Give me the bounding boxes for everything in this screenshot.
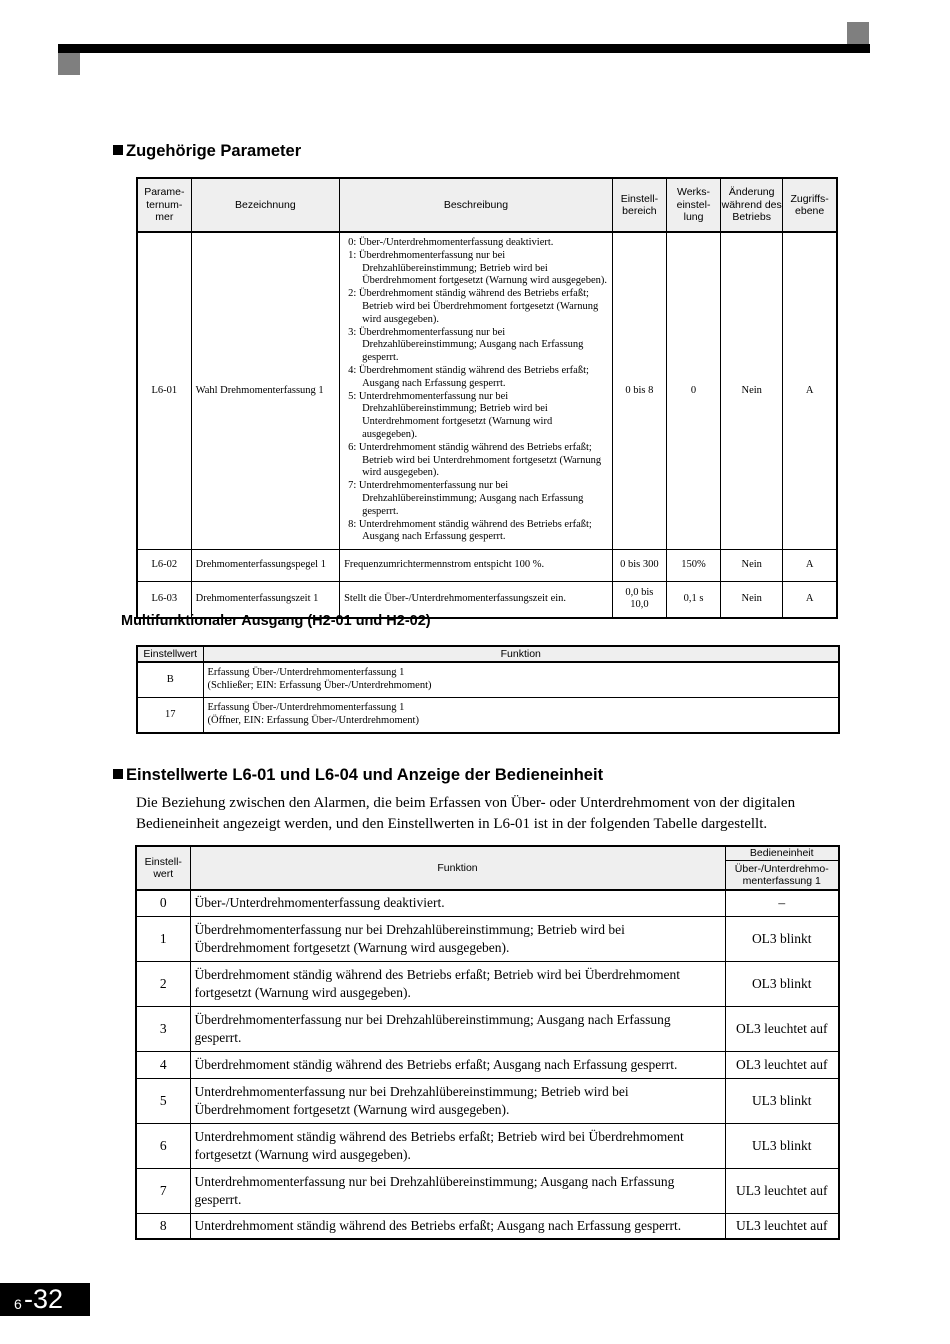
display-text: OL3 leuchtet auf	[725, 1051, 839, 1078]
table-row	[136, 1123, 839, 1168]
section-title-parameters	[113, 141, 301, 161]
display-text: UL3 leuchtet auf	[725, 1213, 839, 1239]
function-text: Über-/Unterdrehmomenterfassung deaktiviert.	[190, 890, 725, 916]
page-number	[0, 1283, 90, 1316]
setting-value: 17	[137, 698, 203, 734]
setting-value: 3	[136, 1006, 190, 1051]
display-text: OL3 blinkt	[725, 916, 839, 961]
setting-value: 7	[136, 1168, 190, 1213]
table-row	[137, 662, 839, 698]
function-text	[203, 698, 839, 734]
column-header: Beschreibung	[340, 178, 613, 232]
description-option: 5: Unterdrehmomenterfassung nur bei Drehzahlübereinstimmung; Betrieb wird bei Unterdrehmoment fortgesetzt (Warnung wird ausgegeben).	[348, 390, 553, 440]
factory-setting: 150%	[666, 550, 720, 582]
table-row	[136, 1078, 839, 1123]
function-text	[203, 662, 839, 698]
section-title-text: Zugehörige Parameter	[126, 142, 302, 160]
section-title-text: Einstellwerte L6-01 und L6-04 und Anzeige der Bedieneinheit	[126, 766, 604, 784]
function-text: Unterdrehmomenterfassung nur bei Drehzahlübereinstimmung; Betrieb wird bei Überdrehmoment fortgesetzt (Warnung wird ausgegeben).	[190, 1078, 725, 1123]
display-text: UL3 leuchtet auf	[725, 1168, 839, 1213]
display-text: –	[725, 890, 839, 916]
bullet-square-icon	[113, 145, 123, 155]
change-during-operation: Nein	[721, 582, 783, 618]
section-title-display	[113, 765, 603, 785]
setting-value: 1	[136, 916, 190, 961]
access-level: A	[783, 550, 837, 582]
setting-value: 0	[136, 890, 190, 916]
table-row	[137, 550, 837, 582]
column-header: Über-/Unterdrehmo- menterfassung 1	[725, 860, 839, 890]
param-number: L6-03	[137, 582, 191, 618]
param-name: Drehmomenterfassungspegel 1	[191, 550, 339, 582]
bullet-square-icon	[113, 769, 123, 779]
parameter-table	[136, 177, 838, 619]
function-text: Überdrehmomenterfassung nur bei Drehzahlübereinstimmung; Ausgang nach Erfassung gesperrt.	[190, 1006, 725, 1051]
factory-setting: 0,1 s	[666, 582, 720, 618]
function-text: Unterdrehmoment ständig während des Betriebs erfaßt; Ausgang nach Erfassung gesperrt.	[190, 1213, 725, 1239]
setting-range: 0 bis 300	[612, 550, 666, 582]
function-line: Erfassung Über-/Unterdrehmomenterfassung 1	[207, 667, 405, 679]
display-text: UL3 blinkt	[725, 1078, 839, 1123]
description-option: 4: Überdrehmoment ständig während des Betriebs erfaßt; Ausgang nach Erfassung gesperrt.	[348, 364, 589, 389]
chapter-number: 6	[14, 1296, 22, 1312]
access-level: A	[783, 582, 837, 618]
table-row	[136, 916, 839, 961]
setting-value: 5	[136, 1078, 190, 1123]
multifunction-output-table	[136, 645, 840, 734]
table-header-row	[136, 846, 839, 860]
table-header-row	[137, 646, 839, 662]
setting-value: 6	[136, 1123, 190, 1168]
page-number-text: -32	[24, 1284, 64, 1314]
table-row	[136, 1168, 839, 1213]
function-text: Überdrehmoment ständig während des Betriebs erfaßt; Ausgang nach Erfassung gesperrt.	[190, 1051, 725, 1078]
column-header: Werks- einstel- lung	[666, 178, 720, 232]
description-option: 8: Unterdrehmoment ständig während des Betriebs erfaßt; Ausgang nach Erfassung gesperrt.	[348, 518, 592, 543]
display-text: OL3 blinkt	[725, 961, 839, 1006]
header-bar	[58, 44, 870, 53]
column-header-group: Bedieneinheit	[725, 846, 839, 860]
header-corner-square	[58, 53, 80, 75]
intro-paragraph: Die Beziehung zwischen den Alarmen, die beim Erfassen von Über- oder Unterdrehmoment von der digitalen Bedieneinheit angezeigt werden, und den Einstellwerten in L6-01 ist in der folgenden Tabelle dargestellt.	[136, 795, 796, 832]
column-header: Einstell- wert	[136, 846, 190, 890]
table-header-row	[137, 178, 837, 232]
description-option: 3: Überdrehmomenterfassung nur bei Drehzahlübereinstimmung; Ausgang nach Erfassung gesperrt.	[348, 326, 584, 364]
function-text: Überdrehmoment ständig während des Betriebs erfaßt; Betrieb wird bei Überdrehmoment fortgesetzt (Warnung wird ausgegeben).	[190, 961, 725, 1006]
description-option: 1: Überdrehmomenterfassung nur bei Drehzahlübereinstimmung; Betrieb wird bei Überdrehmoment fortgesetzt (Warnung wird ausgegeben).	[348, 249, 608, 287]
setting-range: 0,0 bis 10,0	[612, 582, 666, 618]
table-row	[136, 961, 839, 1006]
column-header: Bezeichnung	[191, 178, 339, 232]
function-line: (Schließer; EIN: Erfassung Über-/Unterdrehmoment)	[207, 680, 432, 691]
table-row	[137, 698, 839, 734]
column-header: Zugriffs- ebene	[783, 178, 837, 232]
table-row	[137, 232, 837, 550]
param-description	[340, 232, 613, 550]
description-option: 2: Überdrehmoment ständig während des Betriebs erfaßt; Betrieb wird bei Überdrehmoment fortgesetzt (Warnung wird ausgegeben).	[348, 288, 599, 325]
setting-value: B	[137, 662, 203, 698]
access-level: A	[783, 232, 837, 550]
table-row	[136, 1051, 839, 1078]
change-during-operation: Nein	[721, 232, 783, 550]
subsection-title-output: Multifunktionaler Ausgang (H2-01 und H2-02)	[121, 613, 431, 629]
function-text: Überdrehmomenterfassung nur bei Drehzahlübereinstimmung; Betrieb wird bei Überdrehmoment fortgesetzt (Warnung wird ausgegeben).	[190, 916, 725, 961]
setting-range: 0 bis 8	[612, 232, 666, 550]
param-number: L6-02	[137, 550, 191, 582]
column-header: Funktion	[203, 646, 839, 662]
table-row	[136, 1213, 839, 1239]
param-description: Frequenzumrichtermennstrom entspicht 100 %.	[340, 550, 613, 582]
description-option: 7: Unterdrehmomenterfassung nur bei Drehzahlübereinstimmung; Ausgang nach Erfassung gesperrt.	[348, 480, 584, 517]
change-during-operation: Nein	[721, 550, 783, 582]
column-header: Funktion	[190, 846, 725, 890]
column-header: Parame- ternum- mer	[137, 178, 191, 232]
table-row	[136, 890, 839, 916]
param-description: Stellt die Über-/Unterdrehmomenterfassungszeit ein.	[340, 582, 613, 618]
description-option: 0: Über-/Unterdrehmomenterfassung deaktiviert.	[348, 237, 554, 248]
column-header: Änderung während des Betriebs	[721, 178, 783, 232]
display-text: UL3 blinkt	[725, 1123, 839, 1168]
param-name: Wahl Drehmomenterfassung 1	[191, 232, 339, 550]
function-line: Erfassung Über-/Unterdrehmomenterfassung 1	[207, 702, 405, 714]
header-corner-square	[847, 22, 869, 44]
factory-setting: 0	[666, 232, 720, 550]
setting-value: 8	[136, 1213, 190, 1239]
description-option: 6: Unterdrehmoment ständig während des Betriebs erfaßt; Betrieb wird bei Unterdrehmoment fortgesetzt (Warnung wird ausgegeben).	[348, 441, 602, 479]
function-line: (Öffner, EIN: Erfassung Über-/Unterdrehmoment)	[207, 715, 419, 726]
alarm-display-table	[135, 845, 840, 1240]
function-text: Unterdrehmoment ständig während des Betriebs erfaßt; Betrieb wird bei Überdrehmoment fortgesetzt (Warnung wird ausgegeben).	[190, 1123, 725, 1168]
param-number: L6-01	[137, 232, 191, 550]
table-row	[136, 1006, 839, 1051]
setting-value: 4	[136, 1051, 190, 1078]
setting-value: 2	[136, 961, 190, 1006]
column-header: Einstell- bereich	[612, 178, 666, 232]
function-text: Unterdrehmomenterfassung nur bei Drehzahlübereinstimmung; Ausgang nach Erfassung gesperrt.	[190, 1168, 725, 1213]
display-text: OL3 leuchtet auf	[725, 1006, 839, 1051]
column-header: Einstellwert	[137, 646, 203, 662]
param-name: Drehmomenterfassungszeit 1	[191, 582, 339, 618]
